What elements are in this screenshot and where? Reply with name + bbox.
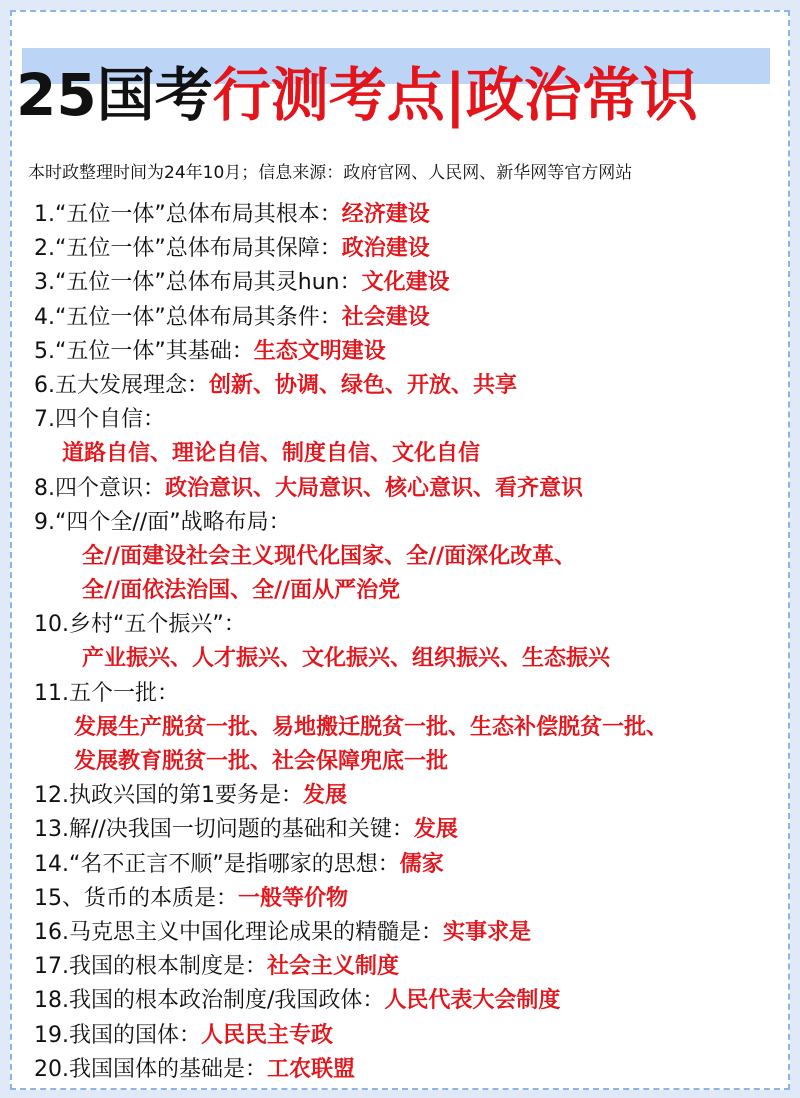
list-item-answer-line bbox=[34, 711, 784, 745]
question: 18.我国的根本政治制度/我国政体： bbox=[34, 988, 385, 1014]
answer: 经济建设 bbox=[341, 202, 430, 227]
list-item bbox=[34, 198, 784, 232]
question: 17.我国的根本制度是： bbox=[34, 954, 267, 980]
question: 19.我国的国体： bbox=[34, 1022, 201, 1048]
list-item bbox=[34, 506, 784, 540]
answer: 生态文明建设 bbox=[253, 338, 386, 364]
question: 5.“五位一体”其基础： bbox=[34, 338, 254, 364]
question: 12.执政兴国的第1要务是： bbox=[34, 783, 303, 809]
list-item-answer-line bbox=[34, 642, 784, 676]
question: 11.五个一批： bbox=[34, 680, 179, 706]
answer: 政治意识、大局意识、核心意识、看齐意识 bbox=[165, 475, 584, 501]
list-item bbox=[34, 232, 784, 266]
list-item bbox=[34, 1019, 784, 1053]
answer: 发展教育脱贫一批、社会保障兜底一批 bbox=[74, 749, 449, 774]
question: 9.“四个全//面”战略布局： bbox=[34, 509, 291, 535]
list-item bbox=[34, 950, 784, 984]
question: 8.四个意识： bbox=[34, 475, 165, 501]
question: 14.“名不正言不顺”是指哪家的思想： bbox=[34, 851, 400, 877]
answer: 创新、协调、绿色、开放、共享 bbox=[209, 372, 518, 398]
list-item bbox=[34, 369, 784, 403]
list-item-answer-line bbox=[34, 574, 784, 608]
list-item bbox=[34, 813, 784, 847]
question: 13.解//决我国一切问题的基础和关键： bbox=[34, 817, 414, 843]
question: 16.马克思主义中国化理论成果的精髓是： bbox=[34, 919, 443, 945]
list-item bbox=[34, 1053, 784, 1087]
list-item-answer-line bbox=[34, 437, 784, 471]
question: 7.四个自信： bbox=[34, 407, 165, 433]
answer: 道路自信、理论自信、制度自信、文化自信 bbox=[62, 441, 481, 467]
question: 3.“五位一体”总体布局其灵hun： bbox=[34, 270, 362, 296]
question: 4.“五位一体”总体布局其条件： bbox=[34, 304, 342, 330]
answer: 发展生产脱贫一批、易地搬迁脱贫一批、生态补偿脱贫一批、 bbox=[74, 714, 669, 740]
knowledge-list bbox=[34, 198, 784, 1087]
list-item bbox=[34, 403, 784, 437]
answer: 社会主义制度 bbox=[267, 954, 400, 980]
question: 15、货币的本质是： bbox=[34, 885, 238, 911]
list-item bbox=[34, 608, 784, 642]
source-note: 本时政整理时间为24年10月；信息来源：政府官网、人民网、新华网等官方网站 bbox=[28, 163, 633, 183]
answer: 人民民主专政 bbox=[201, 1022, 334, 1048]
list-item bbox=[34, 266, 784, 300]
answer: 发展 bbox=[303, 783, 348, 809]
answer: 产业振兴、人才振兴、文化振兴、组织振兴、生态振兴 bbox=[82, 646, 611, 672]
list-item bbox=[34, 335, 784, 369]
list-item bbox=[34, 779, 784, 813]
list-item bbox=[34, 984, 784, 1018]
answer: 一般等价物 bbox=[238, 885, 349, 911]
title-red-part: 行测考点|政治常识 bbox=[212, 61, 698, 129]
list-item bbox=[34, 677, 784, 711]
question: 20.我国国体的基础是： bbox=[34, 1056, 267, 1082]
answer: 人民代表大会制度 bbox=[384, 988, 561, 1014]
list-item bbox=[34, 848, 784, 882]
answer: 实事求是 bbox=[443, 919, 532, 945]
question: 6.五大发展理念： bbox=[34, 372, 209, 398]
answer: 全//面依法治国、全//面从严治党 bbox=[82, 578, 401, 604]
answer: 文化建设 bbox=[361, 270, 450, 296]
question: 10.乡村“五个振兴”： bbox=[34, 612, 246, 638]
answer: 工农联盟 bbox=[267, 1056, 356, 1082]
list-item bbox=[34, 916, 784, 950]
question: 2.“五位一体”总体布局其保障： bbox=[34, 236, 342, 262]
page-title bbox=[16, 40, 776, 150]
list-item bbox=[34, 882, 784, 916]
list-item bbox=[34, 472, 784, 506]
list-item-answer-line bbox=[34, 745, 784, 779]
answer: 政治建设 bbox=[341, 236, 430, 262]
answer: 发展 bbox=[413, 817, 458, 843]
answer: 社会建设 bbox=[341, 304, 430, 330]
title-block bbox=[16, 40, 776, 150]
list-item bbox=[34, 301, 784, 335]
answer: 全//面建设社会主义现代化国家、全//面深化改革、 bbox=[82, 543, 577, 569]
list-item-answer-line bbox=[34, 540, 784, 574]
answer: 儒家 bbox=[399, 851, 444, 877]
title-black-part: 25国考 bbox=[16, 61, 213, 129]
question: 1.“五位一体”总体布局其根本： bbox=[34, 202, 342, 227]
